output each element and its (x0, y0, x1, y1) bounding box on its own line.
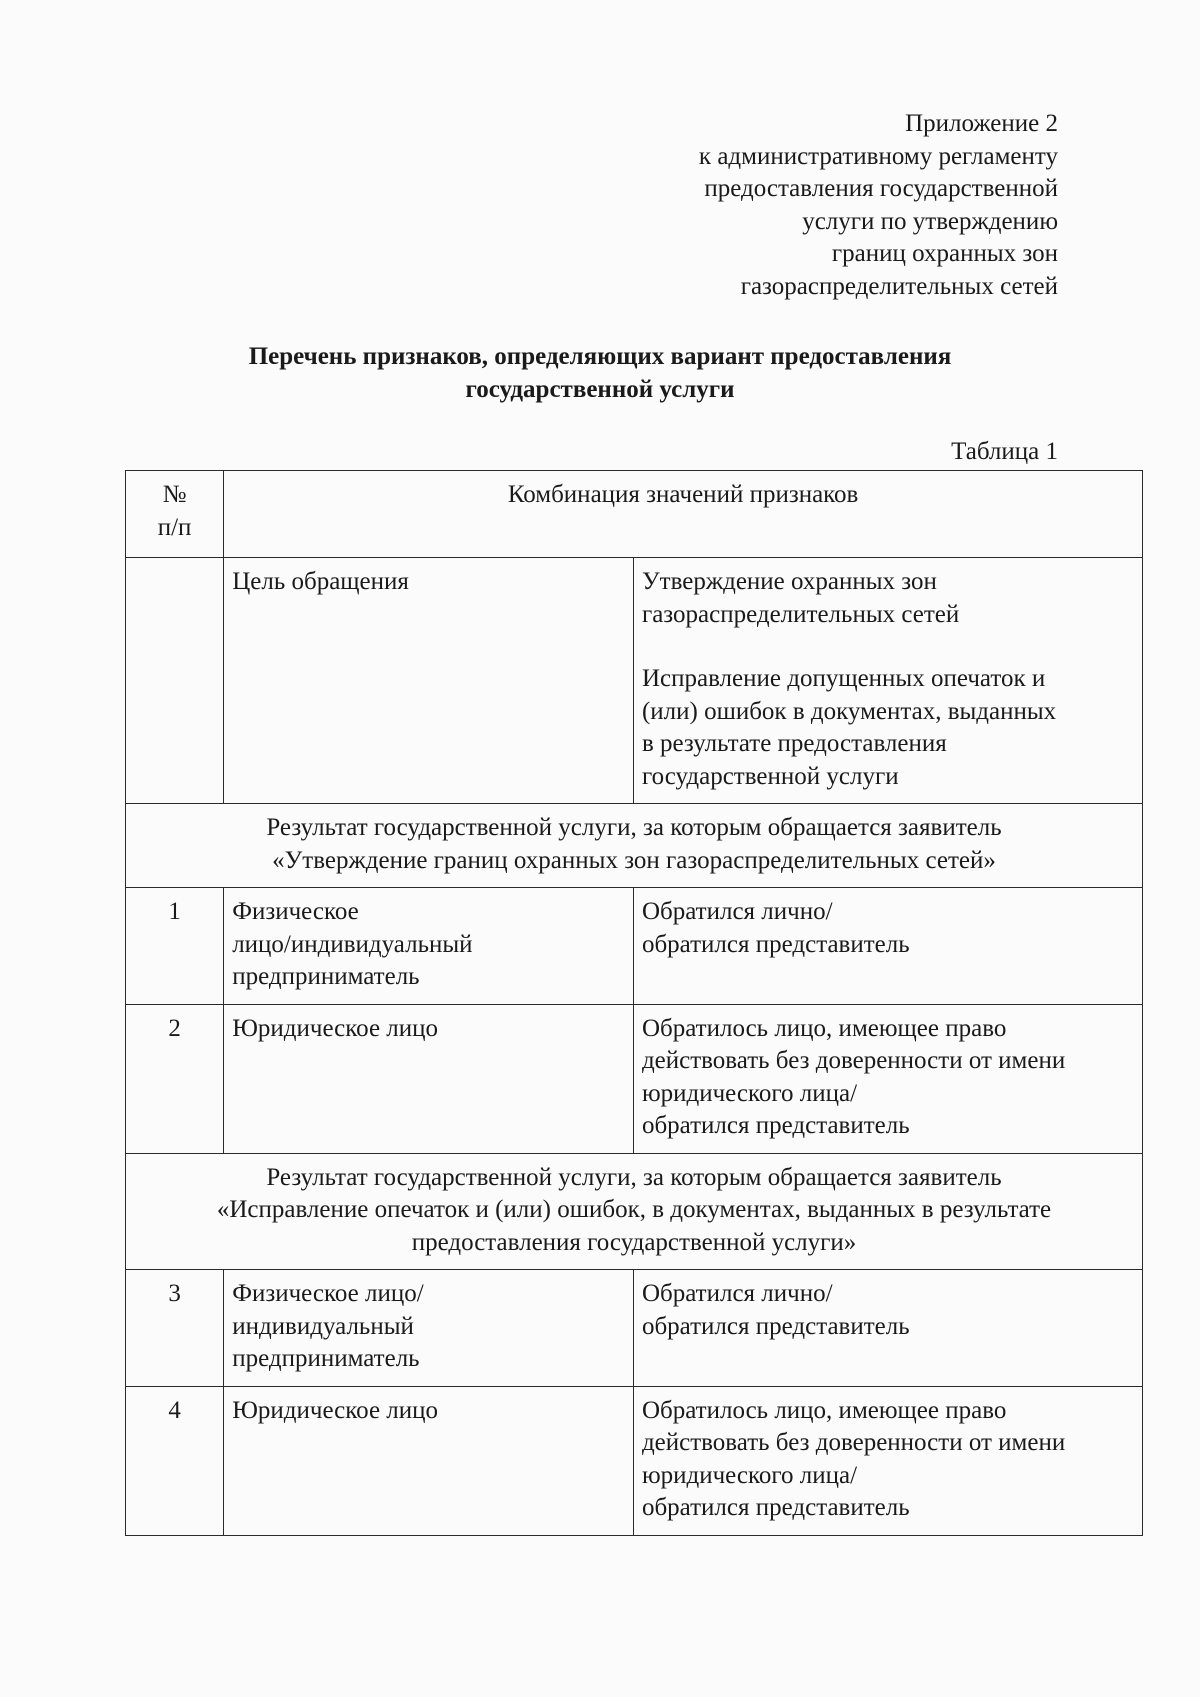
purpose-value-line: Утверждение охранных зон (641, 568, 937, 595)
document-title (0, 340, 1200, 406)
purpose-value-line: газораспределительных сетей (641, 600, 960, 628)
purpose-row (126, 558, 1143, 804)
applicant-type-line: предприниматель (232, 1345, 420, 1372)
appendix-line: границ охранных зон (831, 240, 1058, 267)
applicant-type-line: Физическое лицо/ (232, 1280, 424, 1307)
section-heading-cell (126, 1153, 1143, 1270)
row-applicant-type (224, 1386, 634, 1535)
application-method-line: обратился представитель (641, 1112, 910, 1139)
applicant-type-line: предприниматель (232, 963, 420, 990)
application-method-line: обратился представитель (641, 1494, 910, 1521)
purpose-values-cell (633, 558, 1142, 804)
row-applicant-type (224, 888, 634, 1005)
application-method-line: обратился представитель (641, 1312, 910, 1340)
row-application-method (633, 1004, 1142, 1153)
purpose-num-cell (126, 558, 224, 804)
applicant-type-line: индивидуальный (232, 1312, 414, 1340)
purpose-value-line: Исправление допущенных опечаток и (641, 665, 1046, 692)
row-num: 3 (126, 1270, 224, 1387)
appendix-line: Приложение 2 (905, 110, 1058, 137)
applicant-type-line: лицо/индивидуальный (232, 930, 473, 958)
section-heading-line: «Утверждение границ охранных зон газораспределительных сетей» (272, 846, 996, 874)
row-num: 4 (126, 1386, 224, 1535)
header-combination-cell (224, 471, 1143, 558)
application-method-line: юридического лица/ (641, 1079, 858, 1107)
appendix-line: газораспределительных сетей (740, 272, 1058, 300)
purpose-label-cell (224, 558, 634, 804)
purpose-label: Цель обращения (232, 568, 409, 595)
criteria-table (125, 470, 1143, 1536)
header-num-cell (126, 471, 224, 558)
application-method-line: Обратился лично/ (641, 898, 833, 925)
row-application-method (633, 888, 1142, 1005)
applicant-type-line: Физическое (232, 898, 359, 925)
row-applicant-type (224, 1004, 634, 1153)
title-line: Перечень признаков, определяющих вариант предоставления (248, 343, 952, 370)
application-method-line: действовать без доверенности от имени (641, 1047, 1066, 1074)
application-method-line: Обратилось лицо, имеющее право (641, 1014, 1007, 1042)
table-row (126, 1270, 1143, 1387)
row-application-method (633, 1270, 1142, 1387)
purpose-value-line: (или) ошибок в документах, выданных (641, 697, 1057, 725)
row-num: 2 (126, 1004, 224, 1153)
section-heading-cell (126, 804, 1143, 888)
application-method-line: обратился представитель (641, 930, 910, 958)
section-heading-line: предоставления государственной услуги» (411, 1228, 857, 1256)
row-num: 1 (126, 888, 224, 1005)
purpose-value-line: в результате предоставления (641, 730, 947, 757)
section-heading-line: «Исправление опечаток и (или) ошибок, в документах, выданных в результате (216, 1196, 1052, 1223)
header-num-symbol: № (162, 481, 187, 508)
applicant-type-line: Юридическое лицо (232, 1396, 439, 1424)
appendix-line: услуги по утверждению (802, 207, 1058, 235)
section-heading-line: Результат государственной услуги, за которым обращается заявитель (266, 1163, 1002, 1191)
application-method-line: действовать без доверенности от имени (641, 1429, 1066, 1456)
header-combination-text: Комбинация значений признаков (507, 481, 859, 508)
table-row (126, 1386, 1143, 1535)
application-method-line: Обратилось лицо, имеющее право (641, 1396, 1007, 1424)
purpose-value-line: государственной услуги (641, 762, 899, 790)
appendix-line: к административному регламенту (698, 142, 1058, 170)
section-row (126, 804, 1143, 888)
appendix-line: предоставления государственной (704, 175, 1058, 202)
appendix-header (699, 108, 1058, 303)
applicant-type-line: Юридическое лицо (232, 1014, 439, 1042)
title-line: государственной услуги (465, 376, 735, 403)
row-applicant-type (224, 1270, 634, 1387)
section-row (126, 1153, 1143, 1270)
table-header-row (126, 471, 1143, 558)
table-label: Таблица 1 (951, 438, 1058, 465)
application-method-line: Обратился лично/ (641, 1280, 833, 1307)
paragraph-gap (642, 631, 1134, 663)
section-heading-line: Результат государственной услуги, за которым обращается заявитель (266, 814, 1002, 841)
table-row (126, 1004, 1143, 1153)
row-application-method (633, 1386, 1142, 1535)
header-num-abbr: п/п (157, 513, 192, 541)
application-method-line: юридического лица/ (641, 1461, 858, 1489)
table-row (126, 888, 1143, 1005)
